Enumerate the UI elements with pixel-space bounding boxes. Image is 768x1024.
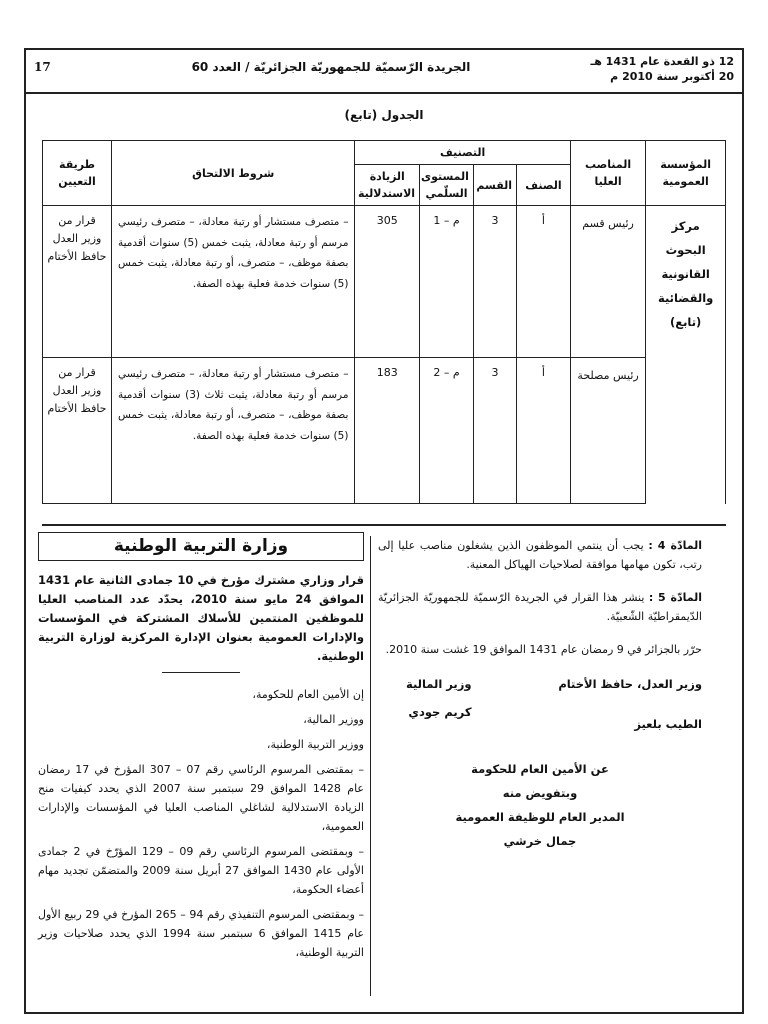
gazette-page — [24, 48, 744, 1014]
header-level: المستوى السلّمي — [420, 165, 474, 206]
article-4-text: يجب أن ينتمي الموظفون الذين يشغلون مناصب عليا إلى رتب، تكون مهامها موافقة لصلاحيات الهياكل المعنية. — [378, 539, 702, 571]
signature-finance-name: كريم جودي — [408, 705, 472, 719]
row-index: 305 — [355, 206, 420, 358]
signature-finance-title: وزير المالية — [406, 677, 472, 691]
preamble-line: ووزير التربية الوطنية، — [266, 738, 364, 751]
row-section: 3 — [473, 358, 516, 504]
signature-gov-line2: وبتفويض منه — [502, 786, 578, 800]
title-separator — [162, 672, 240, 673]
decree-continuation — [378, 536, 702, 853]
preamble-clause: – وبمقتضى المرسوم التنفيذي رقم 94 – 265 المؤرخ في 29 ربيع الأول عام 1415 الموافق 6 سبتمبر سنة 1994 الذي يحدد صلاحيات وزير التربية الوطنية، — [38, 908, 365, 959]
header-conditions: شروط الالتحاق — [112, 141, 355, 206]
preamble-line: إن الأمين العام للحكومة، — [252, 688, 364, 701]
issue-date — [590, 54, 734, 84]
date-hijri: 12 ذو القعدة عام 1431 هـ — [590, 55, 734, 68]
table-row — [43, 358, 726, 504]
done-at: حرّر بالجزائر في 9 رمضان عام 1431 الموافق 19 غشت سنة 2010. — [385, 643, 702, 656]
column-divider — [370, 536, 371, 996]
row-category: أ — [517, 206, 571, 358]
header-method: طريقة التعيين — [43, 141, 112, 206]
signatures — [378, 673, 702, 735]
signature-gov-name: جمال خرشي — [503, 834, 577, 848]
header-section: القسم — [473, 165, 516, 206]
signature-justice-title: وزير العدل، حافظ الأختام — [558, 677, 702, 691]
row-conditions: – متصرف مستشار أو رتبة معادلة، – متصرف رئيسي مرسم أو رتبة معادلة، يثبت ثلاث (3) سنوات أقدمية بصفة موظف، – متصرف، أو رتبة معادلة، يثبت خمس (5) سنوات خدمة فعلية بهذه الصفة. — [112, 358, 355, 504]
row-index: 183 — [355, 358, 420, 504]
date-gregorian: 20 أكتوبر سنة 2010 م — [610, 70, 734, 83]
row-position: رئيس قسم — [570, 206, 645, 358]
signature-government — [378, 757, 702, 853]
article-5-text: ينشر هذا القرار في الجريدة الرّسميّة للجمهوريّة الجزائريّة الدّيمقراطيّة الشّعبيّة. — [378, 591, 702, 623]
ministry-heading: وزارة التربية الوطنية — [38, 532, 364, 561]
page-number: 17 — [34, 60, 51, 74]
institution-name: مركز البحوث القانونية والقضائية (تابع) — [646, 206, 726, 504]
article-5 — [378, 588, 702, 626]
preamble-clause: – وبمقتضى المرسوم الرئاسي رقم 09 – 129 المؤرّخ في 2 جمادى الأولى عام 1430 الموافق 27 أبريل سنة 2009 والمتضمّن تجديد مهام أعضاء الحكومة، — [38, 845, 365, 896]
row-level: م – 1 — [420, 206, 474, 358]
table-row — [43, 206, 726, 358]
header-institution: المؤسسة العمومية — [646, 141, 726, 206]
gazette-title: الجريدة الرّسميّة للجمهوريّة الجزائريّة / العدد 60 — [191, 60, 471, 74]
signature-gov-line1: عن الأمين العام للحكومة — [471, 762, 609, 776]
row-level: م – 2 — [420, 358, 474, 504]
preamble-line: ووزير المالية، — [303, 713, 364, 726]
article-4 — [378, 536, 702, 574]
header-classification: التصنيف — [355, 141, 570, 165]
row-conditions: – متصرف مستشار أو رتبة معادلة، – متصرف رئيسي مرسم أو رتبة معادلة، يثبت خمس (5) سنوات أقدمية بصفة موظف، – متصرف، أو رتبة معادلة، يثبت خمس (5) سنوات خدمة فعلية بهذه الصفة. — [112, 206, 355, 358]
row-method: قرار من وزير العدل حافظ الأختام — [43, 206, 112, 358]
section-divider — [42, 524, 726, 526]
signature-gov-line3: المدير العام للوظيفة العمومية — [455, 810, 625, 824]
row-position: رئيس مصلحة — [570, 358, 645, 504]
row-section: 3 — [473, 206, 516, 358]
table-title: الجدول (تابع) — [344, 108, 424, 122]
signature-finance — [406, 673, 472, 735]
header-index: الزيادة الاستدلالية — [355, 165, 420, 206]
article-5-label: المادّة 5 : — [648, 591, 702, 604]
decree-title: قرار وزاري مشترك مؤرخ في 10 جمادى الثانية عام 1431 الموافق 24 مايو سنة 2010، يحدّد عدد المناصب العليا للموظفين المنتمين للأسلاك المشتركة في المؤسسات والإدارات العمومية بعنوان الإدارة المركزية لوزارة التربية الوطنية. — [38, 573, 365, 663]
row-method: قرار من وزير العدل حافظ الأختام — [43, 358, 112, 504]
signature-justice — [558, 673, 702, 735]
header-positions: المناصب العليا — [570, 141, 645, 206]
row-category: أ — [517, 358, 571, 504]
article-4-label: المادّة 4 : — [648, 539, 703, 552]
signature-justice-name: الطيب بلعيز — [634, 717, 702, 731]
new-decree — [38, 532, 364, 968]
preamble-clause: – بمقتضى المرسوم الرئاسي رقم 07 – 307 المؤرخ في 17 رمضان عام 1428 الموافق 29 سبتمبر سنة 2007 الذي يحدد كيفيات منح الزيادة الاستدلالية لشاغلي المناصب العليا في المؤسسات والإدارات العمومية، — [38, 763, 365, 833]
header-category: الصنف — [517, 165, 571, 206]
positions-table — [42, 140, 726, 504]
page-header — [26, 50, 742, 94]
